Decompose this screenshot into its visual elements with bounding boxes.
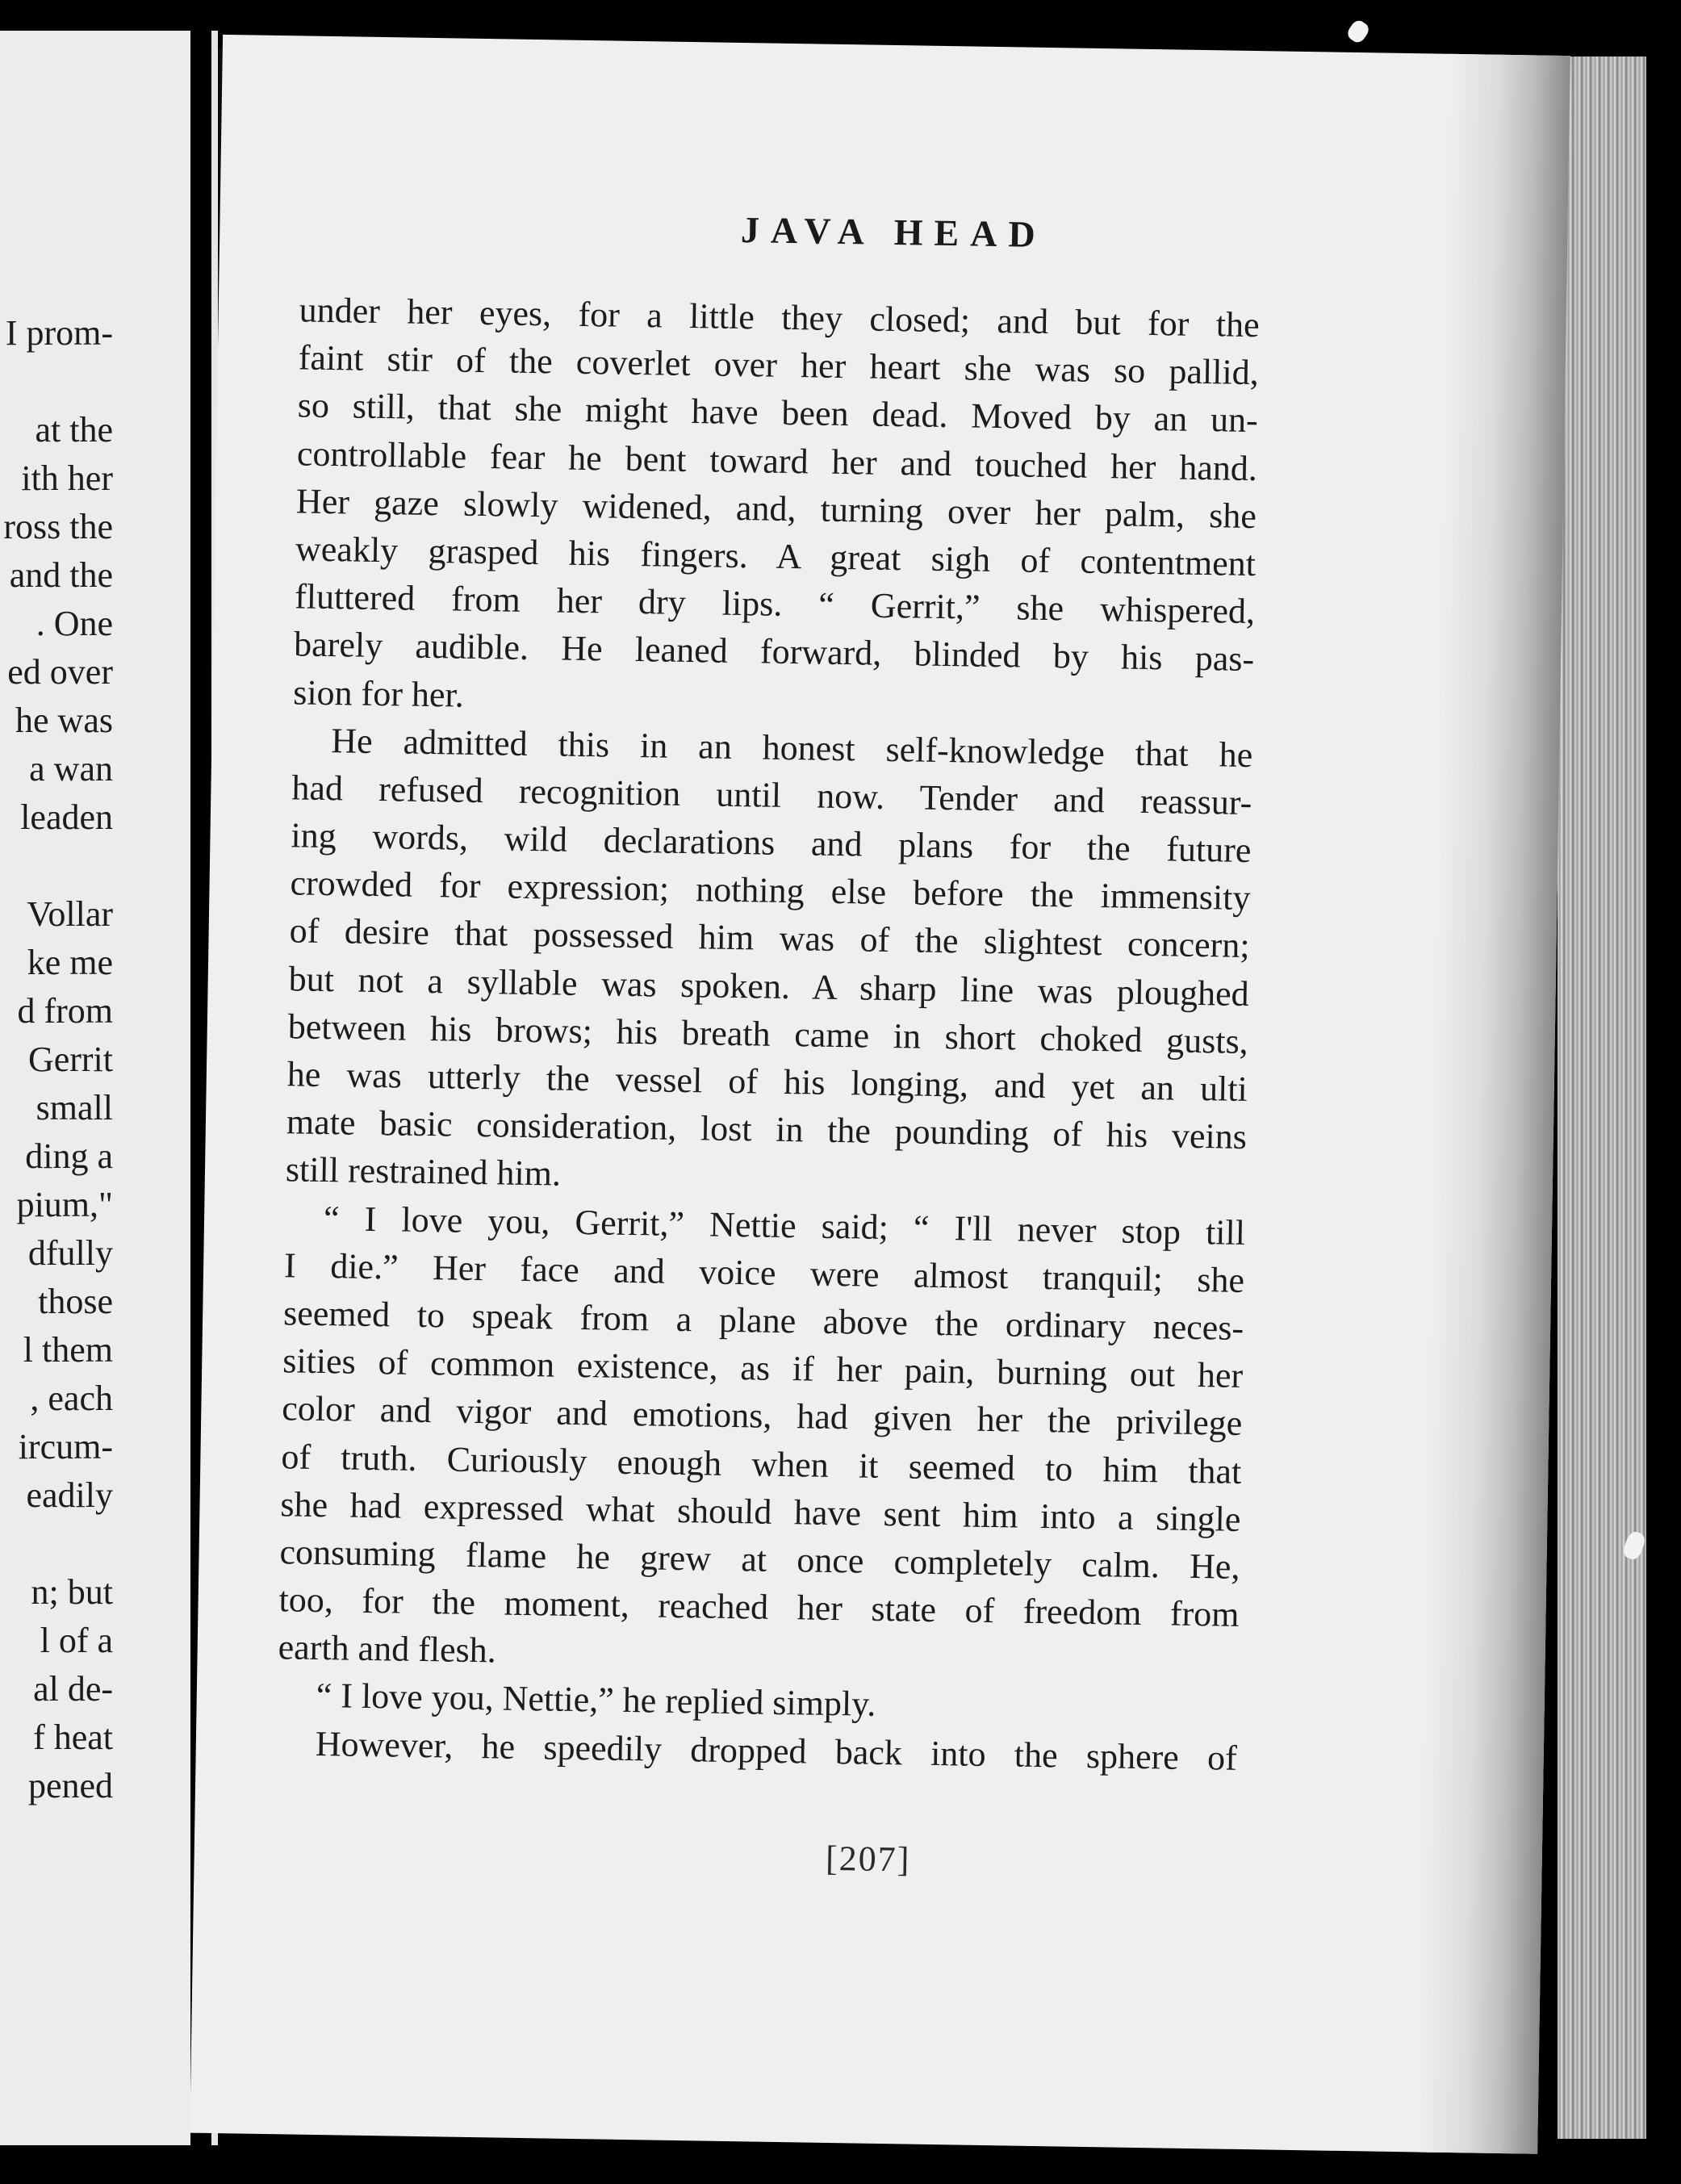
previous-page-line: and the [9, 555, 113, 595]
page-number: [207] [825, 1838, 911, 1880]
previous-page-line: ding a [25, 1136, 113, 1176]
text-line: still restrained him. [285, 1149, 562, 1195]
previous-page-line: pium," [16, 1185, 113, 1224]
text-line: had refused recognition until now. Tender and reassur- [291, 768, 1252, 822]
text-line: earth and flesh. [278, 1627, 497, 1671]
scan-border [1646, 48, 1681, 2147]
previous-page-line: . One [36, 604, 113, 643]
text-line: between his brows; his breath came in short choked gusts, [287, 1006, 1249, 1061]
text-line: “ I love you, Nettie,” he replied simply. [316, 1676, 876, 1725]
text-line: Her gaze slowly widened, and, turning over her palm, she [295, 481, 1257, 536]
previous-page-line: ed over [7, 652, 113, 692]
previous-page-line: dfully [27, 1233, 113, 1273]
scan-speck [1345, 18, 1372, 45]
previous-page-line: f heat [33, 1717, 113, 1757]
previous-page-fragment [0, 31, 190, 2145]
text-line: fluttered from her dry lips. “ Gerrit,” she whispered, [294, 576, 1256, 632]
text-line: so still, that she might have been dead. Moved by an un- [297, 385, 1259, 441]
text-line: “ I love you, Gerrit,” Nettie said; “ I'll never stop till [323, 1198, 1246, 1253]
text-line: of desire that possessed him was of the slightest concern; [289, 910, 1250, 966]
text-line: ing words, wild declarations and plans for the future [291, 815, 1252, 871]
previous-page-line: leaden [20, 797, 113, 837]
previous-page-line: ross the [3, 507, 113, 546]
previous-page-line: Vollar [27, 894, 113, 934]
previous-page-text [3, 309, 113, 1810]
text-line: but not a syllable was spoken. A sharp line was ploughed [288, 958, 1249, 1014]
current-page [190, 35, 1570, 2154]
text-line: I die.” Her face and voice were almost tranquil; she [283, 1245, 1245, 1300]
text-line: weakly grasped his fingers. A great sigh of contentment [295, 529, 1257, 584]
text-line: too, for the moment, reached her state of freedom from [278, 1579, 1240, 1634]
text-line: of truth. Curiously enough when it seemed to him that [281, 1436, 1242, 1492]
text-line: seemed to speak from a plane above the ordinary neces- [282, 1293, 1244, 1348]
text-line: barely audible. He leaned forward, blinded by his pas- [293, 624, 1255, 680]
previous-page-line: those [38, 1282, 113, 1321]
text-line: color and vigor and emotions, had given her the privilege [281, 1388, 1243, 1444]
text-line: faint stir of the coverlet over her heart she was so pallid, [298, 337, 1260, 393]
running-head: JAVA HEAD [740, 209, 1047, 255]
body-text [276, 286, 1260, 1781]
previous-page-line: n; but [31, 1572, 113, 1612]
text-line: he was utterly the vessel of his longing, and yet an ulti [286, 1054, 1248, 1109]
previous-page-line: I prom- [5, 313, 113, 353]
text-line: under her eyes, for a little they closed; and but for the [299, 290, 1260, 345]
text-line: He admitted this in an honest self-knowledge that he [331, 720, 1253, 775]
page-edges [1558, 56, 1646, 2139]
text-line: sion for her. [292, 672, 465, 715]
text-line: crowded for expression; nothing else before the immensity [290, 863, 1251, 918]
previous-page-line: l of a [40, 1621, 113, 1660]
text-line: consuming flame he grew at once completely calm. He, [279, 1532, 1240, 1587]
previous-page-line: d from [17, 991, 113, 1031]
text-line: However, he speedily dropped back into the sphere of [315, 1723, 1238, 1778]
previous-page-line [3, 842, 113, 890]
previous-page-line: , each [30, 1379, 113, 1418]
previous-page-line: Gerrit [27, 1040, 113, 1079]
previous-page-line: at the [35, 410, 113, 450]
text-line: mate basic consideration, lost in the pounding of his veins [286, 1102, 1248, 1157]
previous-page-line: small [36, 1088, 113, 1128]
previous-page-line: eadily [26, 1475, 113, 1515]
text-line: sities of common existence, as if her pain, burning out her [282, 1341, 1244, 1396]
previous-page-line: ircum- [18, 1427, 113, 1466]
previous-page-line: al de- [33, 1669, 113, 1709]
previous-page-line: he was [15, 701, 113, 740]
previous-page-line [3, 358, 113, 406]
page-curl-shadow [1416, 54, 1570, 2154]
previous-page-line: a wan [29, 749, 113, 789]
previous-page-line: ith her [21, 458, 113, 498]
previous-page-line: ke me [27, 943, 113, 982]
text-line: controllable fear he bent toward her and touched her hand. [296, 433, 1258, 488]
previous-page-line: pened [27, 1766, 113, 1805]
previous-page-line [3, 1520, 113, 1568]
previous-page-line: l them [23, 1330, 113, 1370]
text-line: she had expressed what should have sent him into a single [280, 1483, 1241, 1539]
